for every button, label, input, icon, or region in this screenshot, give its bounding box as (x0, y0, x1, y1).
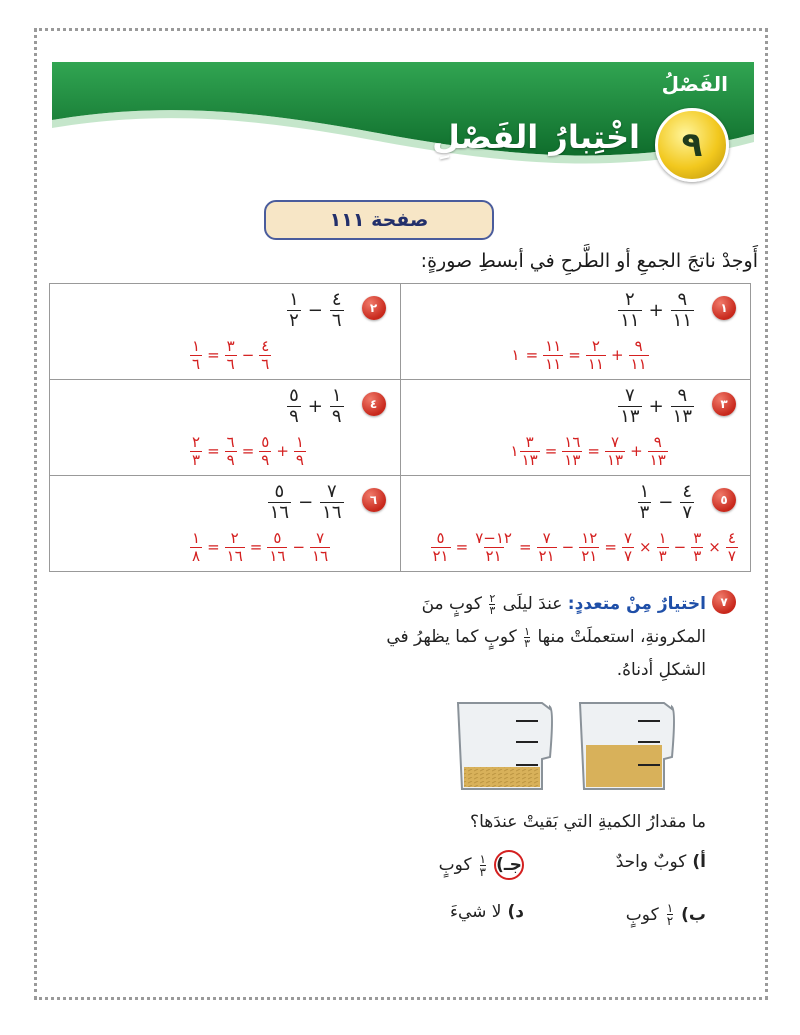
problem-cell (50, 284, 401, 380)
fraction: $\frac{١}{٣}$ (479, 851, 486, 879)
chapter-title: اخْتِبارُ الفَصْلِ (432, 118, 640, 156)
problem-cell (50, 380, 401, 476)
fraction: $\frac{٥}{٩}$ (261, 433, 270, 469)
problem-expression (638, 482, 694, 523)
problem-number-badge: ٤ (362, 392, 386, 416)
operator: + (648, 299, 664, 321)
question-7-text (386, 588, 706, 687)
choice-d[interactable]: د) لا شيءَ (449, 902, 524, 922)
operator: + (307, 395, 323, 417)
fraction: $\frac{١١}{١١}$ (545, 337, 562, 373)
fraction: $\frac{٧}{١٣}$ (620, 385, 640, 427)
fraction: $\frac{٧}{٢١}$ (538, 529, 555, 565)
problem-expression (287, 290, 343, 331)
fraction: $\frac{١٢-٧}{٢١}$ (475, 529, 512, 565)
problem-number-badge: ٥ (712, 488, 736, 512)
problems-table (49, 283, 751, 572)
problem-number-badge: ٢ (362, 296, 386, 320)
problem-expression (287, 386, 343, 427)
question-label: اختيارٌ مِنْ متعددٍ: (567, 594, 706, 614)
operator: − (658, 491, 674, 513)
problem-cell (50, 476, 401, 572)
fraction: $\frac{١}{٩}$ (295, 433, 304, 469)
fraction: $\frac{٢}{١١}$ (620, 289, 640, 331)
worked-answer (511, 338, 649, 372)
operator: × (639, 538, 652, 556)
instruction: أَوجدْ ناتجَ الجمعِ أو الطَّرحِ في أبسطِ صورةٍ: (420, 250, 758, 272)
fraction: $\frac{٤}{٧}$ (682, 481, 692, 523)
chapter-word: الفَصْلُ (661, 72, 728, 96)
mixed-number: ١ $\frac{٣}{١٣}$ (510, 433, 538, 469)
operator: − (241, 346, 255, 364)
operator: = (207, 346, 220, 364)
fraction: $\frac{٥}{٢١}$ (432, 529, 449, 565)
fraction: $\frac{٧}{٧}$ (623, 529, 633, 565)
fraction: $\frac{١٦}{١٣}$ (564, 433, 581, 469)
fraction: $\frac{٣}{٣}$ (693, 529, 702, 565)
operator: = (518, 538, 532, 556)
operator: = (544, 442, 558, 460)
problem-expression (618, 386, 694, 427)
fraction: $\frac{٢}{١١}$ (587, 337, 604, 373)
operator: ١ (511, 346, 520, 364)
operator: = (604, 538, 617, 556)
fraction: $\frac{٧}{١٦}$ (312, 529, 329, 565)
operator: − (561, 538, 575, 556)
chapter-banner (52, 62, 754, 182)
page-tab: صفحة ١١١ (264, 200, 494, 240)
fraction: $\frac{١}{٣}$ (524, 624, 531, 650)
choice-a[interactable]: أ) كوبٌ واحدٌ (615, 852, 706, 872)
fraction: $\frac{١}{٣}$ (639, 481, 650, 523)
fraction: $\frac{١}{٢}$ (666, 901, 674, 928)
operator: − (298, 491, 314, 513)
fraction: $\frac{٢}{٣}$ (489, 591, 496, 617)
operator: = (207, 442, 220, 460)
measuring-cups-illustration (450, 697, 680, 797)
fraction: $\frac{٦}{٩}$ (226, 433, 235, 469)
problem-cell (400, 476, 751, 572)
fraction: $\frac{٢}{٣}$ (192, 433, 201, 469)
fraction: $\frac{٣}{٦}$ (226, 337, 235, 373)
whole-part: ١ (510, 442, 519, 460)
operator: × (708, 538, 721, 556)
fraction: $\frac{٥}{١٦}$ (269, 481, 290, 523)
question-text-part1: عندَ ليلَى (502, 594, 563, 614)
fraction: $\frac{١}{٩}$ (331, 385, 342, 427)
operator: − (292, 538, 306, 556)
fraction: $\frac{٤}{٦}$ (261, 337, 270, 373)
worked-answer (190, 530, 330, 564)
problem-cell (400, 380, 751, 476)
chapter-number-badge: ٩ (655, 108, 729, 182)
fraction: $\frac{٧}{١٦}$ (322, 481, 342, 523)
problem-cell (400, 284, 751, 380)
operator: = (568, 346, 581, 364)
fraction: $\frac{٤}{٦}$ (331, 289, 342, 331)
problem-number-badge: ٣ (712, 392, 736, 416)
worked-answer (190, 338, 271, 372)
operator: = (587, 442, 600, 460)
operator: = (525, 346, 539, 364)
operator: + (610, 346, 624, 364)
fraction: $\frac{١}{٨}$ (192, 529, 201, 565)
fraction: $\frac{٥}{٩}$ (289, 385, 299, 427)
choice-b[interactable]: ب) $\frac{١}{٢}$ كوبٍ (625, 901, 706, 928)
question-prompt: ما مقدارُ الكميةِ التي بَقيتْ عندَها؟ (470, 812, 706, 832)
operator: = (241, 442, 255, 460)
operator: = (455, 538, 469, 556)
fraction: $\frac{١٢}{٢١}$ (581, 529, 598, 565)
fraction: $\frac{٩}{١١}$ (672, 289, 692, 331)
fraction: $\frac{٩}{١٣}$ (649, 433, 666, 469)
question-text-part3: كوبٍ كما يظهرُ في الشكلِ أدناهُ. (386, 627, 706, 680)
cup-left (458, 703, 552, 789)
operator: − (673, 538, 687, 556)
worked-answer (190, 434, 306, 468)
fraction: $\frac{١}{٦}$ (192, 337, 201, 373)
operator: = (207, 538, 220, 556)
operator: − (307, 299, 323, 321)
question-text-part2: كوبٍ منَ المكرونةِ، استعملَتْ منها (421, 594, 706, 647)
cup-right (580, 703, 674, 789)
operator: + (630, 442, 643, 460)
fraction: $\frac{١}{٢}$ (289, 289, 299, 331)
problem-expression (268, 482, 344, 523)
problem-expression (618, 290, 694, 331)
worked-answer (511, 434, 668, 468)
choice-c[interactable]: جـ) $\frac{١}{٣}$ كوبٍ (439, 850, 524, 880)
problem-number-badge: ١ (712, 296, 736, 320)
problem-number-badge: ٦ (362, 488, 386, 512)
worked-answer (431, 530, 738, 564)
question-number-badge: ٧ (712, 590, 736, 614)
operator: + (648, 395, 664, 417)
fraction: $\frac{١}{٣}$ (658, 529, 667, 565)
fraction: $\frac{٢}{١٦}$ (226, 529, 243, 565)
fraction: $\frac{٩}{١٣}$ (672, 385, 692, 427)
operator: = (249, 538, 263, 556)
operator: + (276, 442, 289, 460)
fraction: $\frac{٥}{١٦}$ (269, 529, 286, 565)
fraction: $\frac{٩}{١١}$ (630, 337, 647, 373)
selected-answer-circle: جـ) (494, 850, 524, 880)
fraction: $\frac{٧}{١٣}$ (606, 433, 624, 469)
fraction: $\frac{٤}{٧}$ (727, 529, 736, 565)
